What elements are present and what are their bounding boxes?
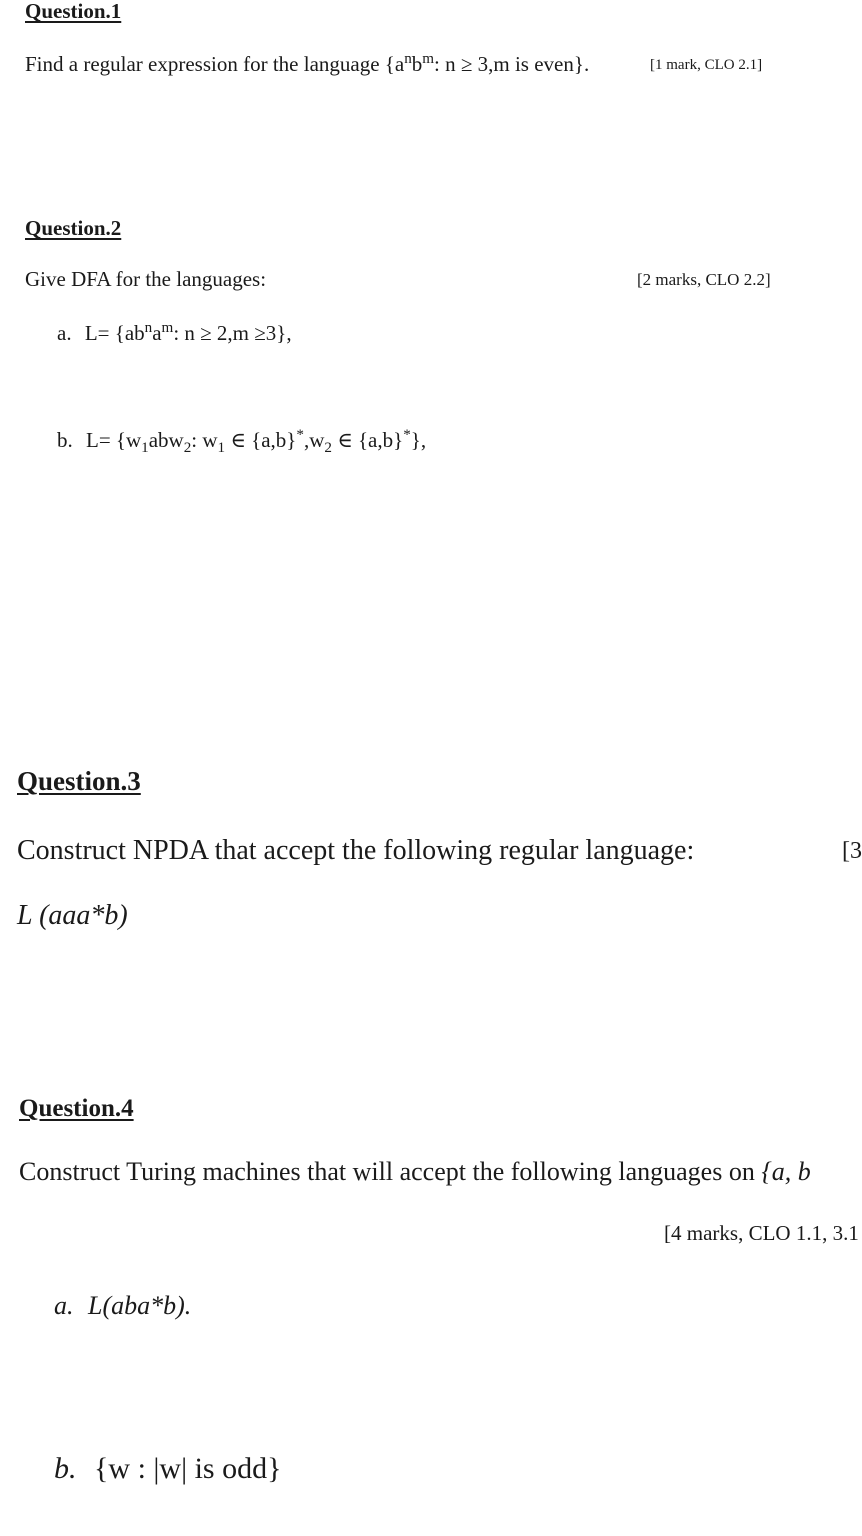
question-1-marks: [1 mark, CLO 2.1] [650,57,763,73]
question-2-text: Give DFA for the languages: [25,267,267,291]
question-3-heading: Question.3 [17,766,141,796]
q2b-mid5: ∈ {a,b} [331,428,404,452]
q4b-label: b. [54,1452,77,1485]
q2a-pre: L= {ab [84,321,145,345]
q4-alphabet: {a, b [761,1157,811,1186]
question-4-text [19,1157,811,1187]
q2a-sup-m: m [161,320,174,336]
q4-text: Construct Turing machines that will accept the following languages on [19,1157,755,1186]
question-4-part-a [54,1291,191,1321]
q1-sup-m: m [422,51,435,67]
q2b-pre: L= {w [86,428,142,452]
q1-sup-n: n [404,51,412,67]
q2b-label: b. [57,428,73,452]
question-2-part-a [57,321,292,346]
question-2-part-b [57,427,427,457]
q2b-sub1: 1 [141,440,149,457]
question-1-text [25,52,589,77]
question-2-marks: [2 marks, CLO 2.2] [637,270,771,289]
q2b-mid1: abw [148,428,184,452]
q2b-star2: * [403,427,411,443]
q2b-mid4: ,w [303,428,325,452]
q1-text-suffix: : n ≥ 3,m is even}. [434,52,590,76]
q2b-sub3: 1 [217,440,226,457]
q2a-label: a. [57,321,72,345]
q1-text-prefix: Find a regular expression for the language {a [25,52,405,76]
q2a-post: : n ≥ 2,m ≥3}, [173,321,292,345]
question-3-marks: [3 [842,838,862,864]
q4b-text: {w : |w| is odd} [94,1452,282,1485]
question-3-language: L (aaa*b) [17,900,128,931]
question-4-heading: Question.4 [19,1095,134,1122]
q2a-mid: a [152,321,162,345]
q2b-mid2: : w [191,428,218,452]
question-4-marks: [4 marks, CLO 1.1, 3.1 [664,1221,859,1245]
q2b-post: }, [410,428,427,452]
q2a-sup-n: n [144,320,153,336]
q1-text-b: b [411,52,423,76]
q4a-label: a. [54,1291,74,1320]
question-3-text: Construct NPDA that accept the following regular language: [17,835,695,866]
question-4-part-b [54,1452,282,1486]
q2b-sub2: 2 [183,440,192,457]
question-2-heading: Question.2 [25,216,122,240]
q2b-mid3: ∈ {a,b} [225,428,297,452]
q2b-star1: * [296,427,304,443]
q4a-text: L(aba*b). [88,1291,192,1320]
question-1-heading: Question.1 [25,0,122,23]
q2b-sub4: 2 [324,440,332,457]
